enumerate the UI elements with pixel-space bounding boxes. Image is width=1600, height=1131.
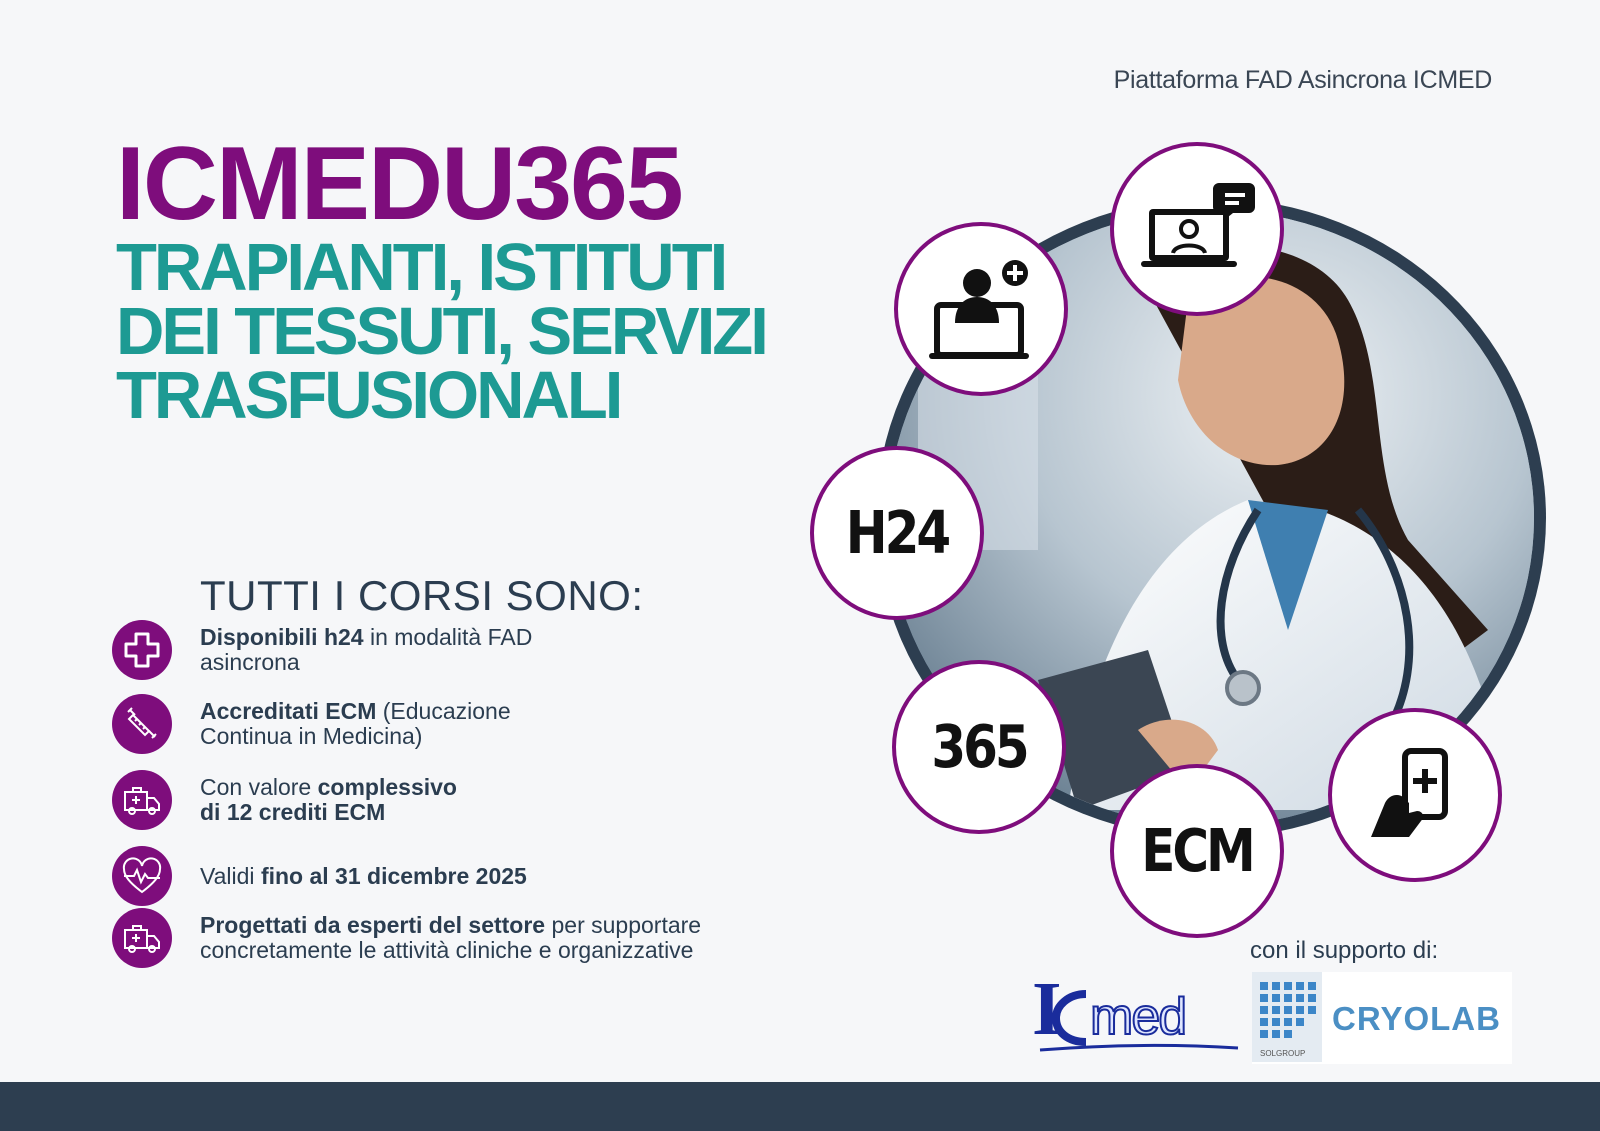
h24-label: H24: [845, 498, 949, 568]
laptop-chat-icon: [1139, 179, 1255, 279]
footer-bar: [0, 1082, 1600, 1131]
svg-text:med: med: [1090, 988, 1186, 1046]
feature-item-ecm-accredited: [112, 694, 511, 754]
feature-text: Progettati da esperti del settore per supportare concretamente le attività cliniche e organizzative: [200, 912, 702, 963]
brand-title: ICMEDU365: [116, 126, 682, 242]
365-label: 365: [931, 712, 1027, 782]
feature-text: Disponibili h24 in modalità FAD asincrona: [200, 624, 533, 675]
feature-item-credits: [112, 770, 457, 830]
ecm-bubble: [1110, 764, 1284, 938]
feature-item-available-h24: [112, 620, 532, 680]
heartbeat-icon: [112, 846, 172, 906]
medical-cross-icon: [112, 620, 172, 680]
support-label: con il supporto di:: [1250, 937, 1439, 964]
syringe-icon: [112, 694, 172, 754]
h24-bubble: [810, 446, 984, 620]
subtitle-line-1: TRAPIANTI, ISTITUTI: [116, 230, 726, 305]
cryolab-logo: [1252, 972, 1512, 1064]
platform-label: Piattaforma FAD Asincrona ICMED: [1113, 66, 1492, 94]
365-bubble: [892, 660, 1066, 834]
icmed-logo: [1032, 972, 1242, 1060]
phone-medical-icon: [1365, 745, 1465, 845]
doctor-laptop-icon: [925, 253, 1037, 365]
svg-text:I: I: [1032, 972, 1056, 1051]
course-subtitle: [116, 230, 856, 433]
svg-text:SOLGROUP: SOLGROUP: [1260, 1049, 1306, 1058]
feature-item-valid-until: [112, 846, 527, 906]
feature-text: Validi fino al 31 dicembre 2025: [200, 862, 527, 889]
mobile-health-bubble: [1328, 708, 1502, 882]
online-consultation-bubble: [1110, 142, 1284, 316]
feature-text: Accreditati ECM (Educazione Continua in Medicina): [200, 698, 511, 749]
telemedicine-bubble: [894, 222, 1068, 396]
subtitle-line-3: TRASFUSIONALI: [116, 358, 621, 433]
courses-heading: TUTTI I CORSI SONO:: [200, 572, 644, 619]
feature-text: Con valore complessivo di 12 crediti ECM: [200, 774, 457, 825]
ambulance-icon: [112, 908, 172, 968]
feature-item-designed-by-experts: [112, 908, 701, 968]
svg-text:CRYOLAB: CRYOLAB: [1332, 1000, 1501, 1037]
ecm-label: ECM: [1141, 816, 1253, 886]
ambulance-icon: [112, 770, 172, 830]
subtitle-line-2: DEI TESSUTI, SERVIZI: [116, 294, 766, 369]
